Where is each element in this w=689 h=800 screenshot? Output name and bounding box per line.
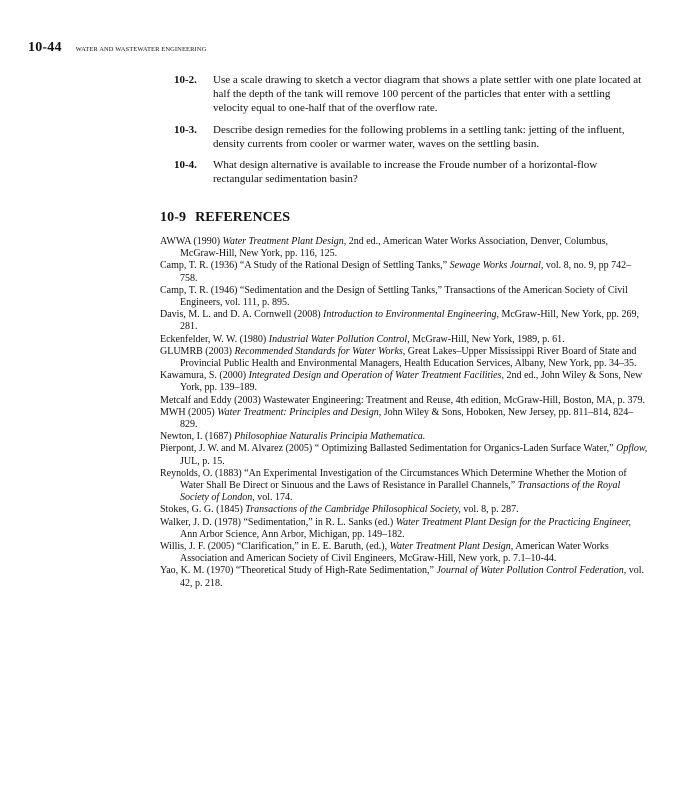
problem-text: Use a scale drawing to sketch a vector diagram that shows a plate settler with one plate located at half the depth of the tank will remove 100 percent of the particles that enter with a settling velocity equal to one-half that of the overflow rate. xyxy=(213,74,642,115)
reference-title: Sewage Works Journal, xyxy=(449,260,544,272)
reference-entry xyxy=(160,541,648,565)
reference-title: Transactions of the Cambridge Philosophical Society, xyxy=(245,504,461,516)
reference-title: Industrial Water Pollution Control, xyxy=(268,333,410,345)
reference-title: Integrated Design and Operation of Water Treatment Facilities, xyxy=(248,370,504,382)
reference-entry xyxy=(160,370,648,394)
reference-text: Camp, T. R. (1936) “A Study of the Rational Design of Settling Tanks,” xyxy=(160,260,450,272)
reference-details: JUL, p. 15. xyxy=(180,455,225,467)
reference-text: Walker, J. D. (1978) “Sedimentation,” in R. L. Sanks (ed.) xyxy=(160,516,396,528)
reference-details: John Wiley & Sons, Hoboken, New Jersey, pp. 811–814, 824–829. xyxy=(180,406,634,431)
problem-text: Describe design remedies for the following problems in a settling tank: jetting of the influent, density currents from cooler or warmer water, waves on the settling basin. xyxy=(213,123,625,150)
reference-entry xyxy=(160,236,648,260)
problem-text: What design alternative is available to increase the Froude number of a horizontal-flow rectangular sedimentation basin? xyxy=(213,159,598,186)
reference-title: Philosophiae Naturalis Principia Mathematica. xyxy=(234,431,426,443)
reference-text: Newton, I. (1687) xyxy=(160,431,235,443)
reference-title: Recommended Standards for Water Works, xyxy=(234,345,406,357)
reference-details: vol. 8, no. 9, pp 742–758. xyxy=(180,260,632,284)
reference-entry xyxy=(160,431,648,443)
reference-text: Davis, M. L. and D. A. Cornwell (2008) xyxy=(160,309,324,321)
reference-entry xyxy=(160,443,648,467)
reference-entry xyxy=(160,504,648,516)
reference-details: Ann Arbor Science, Ann Arbor, Michigan, pp. 149–182. xyxy=(180,528,405,540)
problem-number: 10-2. xyxy=(174,74,197,86)
reference-title: Journal of Water Pollution Control Federation, xyxy=(436,565,627,577)
reference-details: McGraw-Hill, New York, pp. 269, 281. xyxy=(180,309,639,333)
reference-title: Transactions of the Royal Society of London, xyxy=(180,480,621,504)
reference-title: Water Treatment Plant Design, xyxy=(222,236,347,247)
reference-entry xyxy=(160,285,648,309)
section-number: 10-9 xyxy=(160,210,187,225)
reference-details: vol. 174. xyxy=(254,492,293,504)
problem-item xyxy=(174,158,644,186)
reference-entry xyxy=(160,395,648,407)
reference-text: AWWA (1990) xyxy=(160,236,223,247)
reference-text: Willis, J. F. (2005) “Clarification,” in E. E. Baruth, (ed.), xyxy=(160,541,390,553)
reference-details: Great Lakes–Upper Mississippi River Board of State and Provincial Public Health and Environmental Managers, Health Education Services, Albany, New York, pp. 34–35. xyxy=(180,345,637,370)
reference-entry xyxy=(160,565,648,589)
reference-details: 2nd ed., John Wiley & Sons, New York, pp. 139–189. xyxy=(180,370,643,394)
reference-text: Pierpont, J. W. and M. Alvarez (2005) “ Optimizing Ballasted Sedimentation for Organics-Laden Surface Water,” xyxy=(160,443,617,455)
reference-entry xyxy=(160,468,648,505)
reference-details: McGraw-Hill, New York, 1989, p. 61. xyxy=(409,333,565,345)
problems-list xyxy=(174,73,644,193)
reference-text: Kawamura, S. (2000) xyxy=(160,370,249,382)
reference-entry xyxy=(160,260,648,284)
reference-details: vol. 42, p. 218. xyxy=(180,565,645,589)
references-list xyxy=(160,236,648,590)
reference-text: Stokes, G. G. (1845) xyxy=(160,504,246,516)
reference-title: Water Treatment: Principles and Design, xyxy=(217,406,382,418)
reference-text: Metcalf and Eddy (2003) Wastewater Engineering: Treatment and Reuse, 4th edition, McGraw-Hill, Boston, MA, p. 379. xyxy=(160,394,646,406)
references-heading xyxy=(160,210,290,226)
reference-entry xyxy=(160,517,648,541)
reference-details: American Water Works Association and American Society of Civil Engineers, McGraw-Hill, New york, p. 7.1–10-44. xyxy=(180,541,609,565)
problem-item xyxy=(174,123,644,151)
problem-item xyxy=(174,73,644,116)
reference-title: Opflow, xyxy=(616,443,648,455)
reference-details: vol. 8, p. 287. xyxy=(460,504,519,516)
reference-text: Eckenfelder, W. W. (1980) xyxy=(160,333,269,345)
reference-title: Water Treatment Plant Design for the Practicing Engineer, xyxy=(395,516,632,528)
reference-entry xyxy=(160,407,648,431)
reference-details: 2nd ed., American Water Works Association, Denver, Columbus, McGraw-Hill, New York, pp. 116, 125. xyxy=(180,236,608,260)
reference-text: Camp, T. R. (1946) “Sedimentation and the Design of Settling Tanks,” Transactions of the American Society of Civil Engineers, vol. 111, p. 895. xyxy=(160,284,628,309)
section-title: REFERENCES xyxy=(195,210,291,225)
reference-text: Yao, K. M. (1970) “Theoretical Study of High-Rate Sedimentation,” xyxy=(160,565,437,577)
reference-text: Reynolds, O. (1883) “An Experimental Investigation of the Circumstances Which Determine Whether the Motion of Water Shall Be Direct or Sinuous and the Laws of Resistance in Parallel Channels,” xyxy=(160,467,627,492)
reference-entry xyxy=(160,346,648,370)
reference-entry xyxy=(160,334,648,346)
reference-entry xyxy=(160,309,648,333)
reference-text: MWH (2005) xyxy=(160,406,218,418)
problem-number: 10-4. xyxy=(174,159,197,172)
problem-number: 10-3. xyxy=(174,123,197,136)
running-head-title: WATER AND WASTEWATER ENGINEERING xyxy=(75,46,207,53)
page-number: 10-44 xyxy=(28,40,62,55)
reference-text: GLUMRB (2003) xyxy=(160,345,235,357)
running-header xyxy=(28,40,206,56)
reference-title: Water Treatment Plant Design, xyxy=(389,541,514,553)
reference-title: Introduction to Environmental Engineering, xyxy=(323,309,499,321)
